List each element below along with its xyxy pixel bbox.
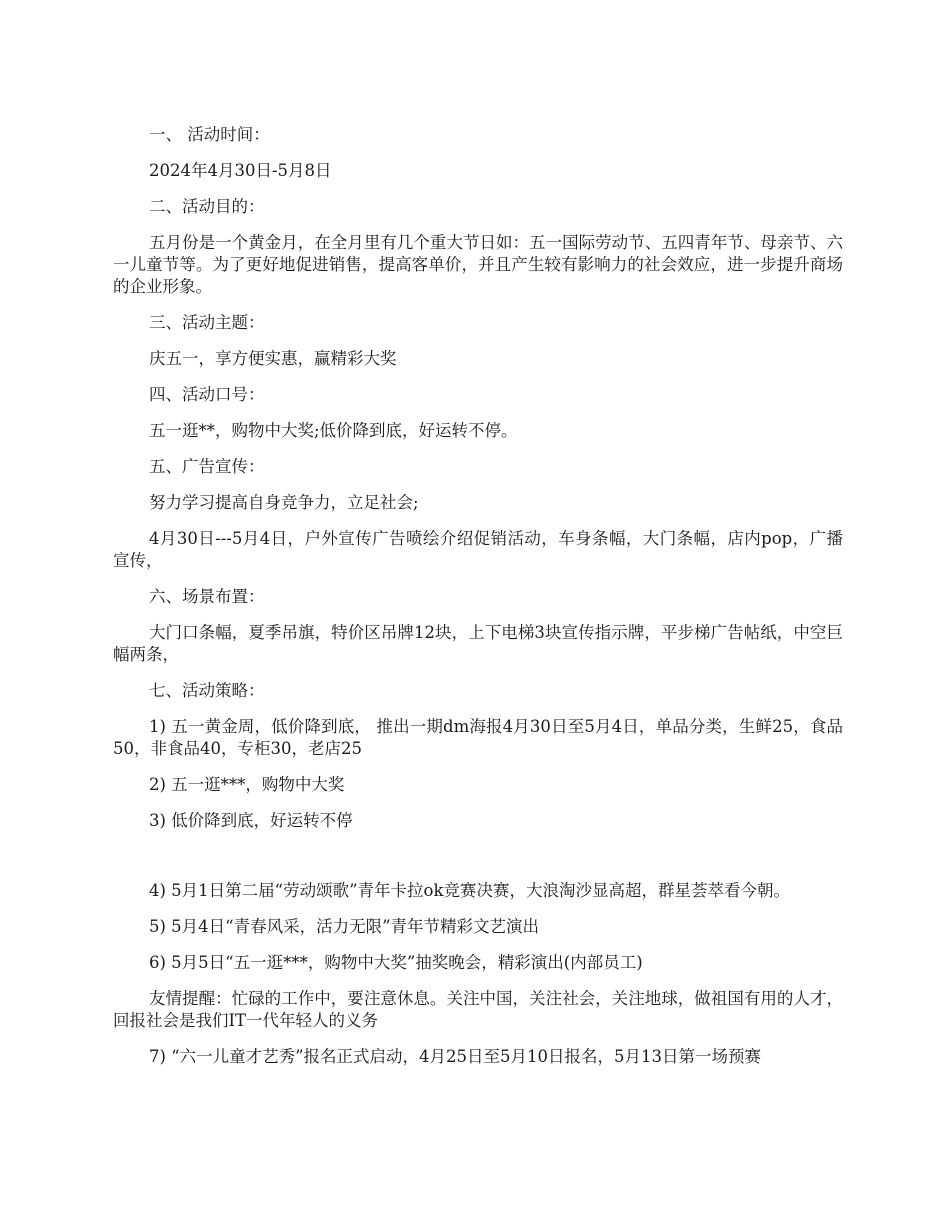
strategy-item-2: 2) 五一逛***，购物中大奖 <box>149 775 345 794</box>
heading-scene-layout: 六、场景布置： <box>149 587 265 606</box>
strategy-item-7: 7) “六一儿童才艺秀”报名正式启动，4月25日至5月10日报名，5月13日第一场预赛 <box>149 1047 762 1066</box>
heading-advertising: 五、广告宣传： <box>149 457 265 476</box>
heading-activity-slogan: 四、活动口号： <box>149 385 265 404</box>
activity-theme-text: 庆五一，享方便实惠，赢精彩大奖 <box>149 349 397 368</box>
heading-activity-time: 一、 活动时间： <box>149 125 270 144</box>
document-body <box>113 124 843 1082</box>
advertising-text-2: 4月30日---5月4日，户外宣传广告喷绘介绍促销活动，车身条幅，大门条幅，店内pop，广播宣传， <box>113 529 843 570</box>
friendly-reminder: 友情提醒：忙碌的工作中，要注意休息。关注中国，关注社会，关注地球，做祖国有用的人才，回报社会是我们IT一代年轻人的义务 <box>113 989 843 1030</box>
activity-purpose-text: 五月份是一个黄金月，在全月里有几个重大节日如：五一国际劳动节、五四青年节、母亲节、六一儿童节等。为了更好地促进销售，提高客单价，并且产生较有影响力的社会效应，进一步提升商场的企业形象。 <box>113 233 843 296</box>
heading-activity-purpose: 二、活动目的： <box>149 197 265 216</box>
strategy-item-3: 3) 低价降到底，好运转不停 <box>149 811 353 830</box>
heading-activity-theme: 三、活动主题： <box>149 313 265 332</box>
advertising-text-1: 努力学习提高自身竞争力，立足社会; <box>149 493 419 512</box>
strategy-item-5: 5) 5月4日“青春风采，活力无限”青年节精彩文艺演出 <box>149 917 540 936</box>
heading-activity-strategy: 七、活动策略： <box>149 681 265 700</box>
strategy-item-1: 1) 五一黄金周，低价降到底， 推出一期dm海报4月30日至5月4日，单品分类，生鲜25，食品50，非食品40，专柜30，老店25 <box>113 717 843 758</box>
blank-gap <box>113 846 843 880</box>
activity-time-value: 2024年4月30日-5月8日 <box>149 161 332 180</box>
activity-slogan-text: 五一逛**，购物中大奖;低价降到底，好运转不停。 <box>149 421 518 440</box>
strategy-item-6: 6) 5月5日“五一逛***，购物中大奖”抽奖晚会，精彩演出(内部员工) <box>149 953 643 972</box>
scene-layout-text: 大门口条幅，夏季吊旗，特价区吊牌12块，上下电梯3块宣传指示牌，平步梯广告帖纸，中空巨幅两条， <box>113 623 843 664</box>
strategy-item-4: 4) 5月1日第二届“劳动颂歌”青年卡拉ok竞赛决赛，大浪淘沙显高超，群星荟萃看今朝。 <box>149 881 790 900</box>
